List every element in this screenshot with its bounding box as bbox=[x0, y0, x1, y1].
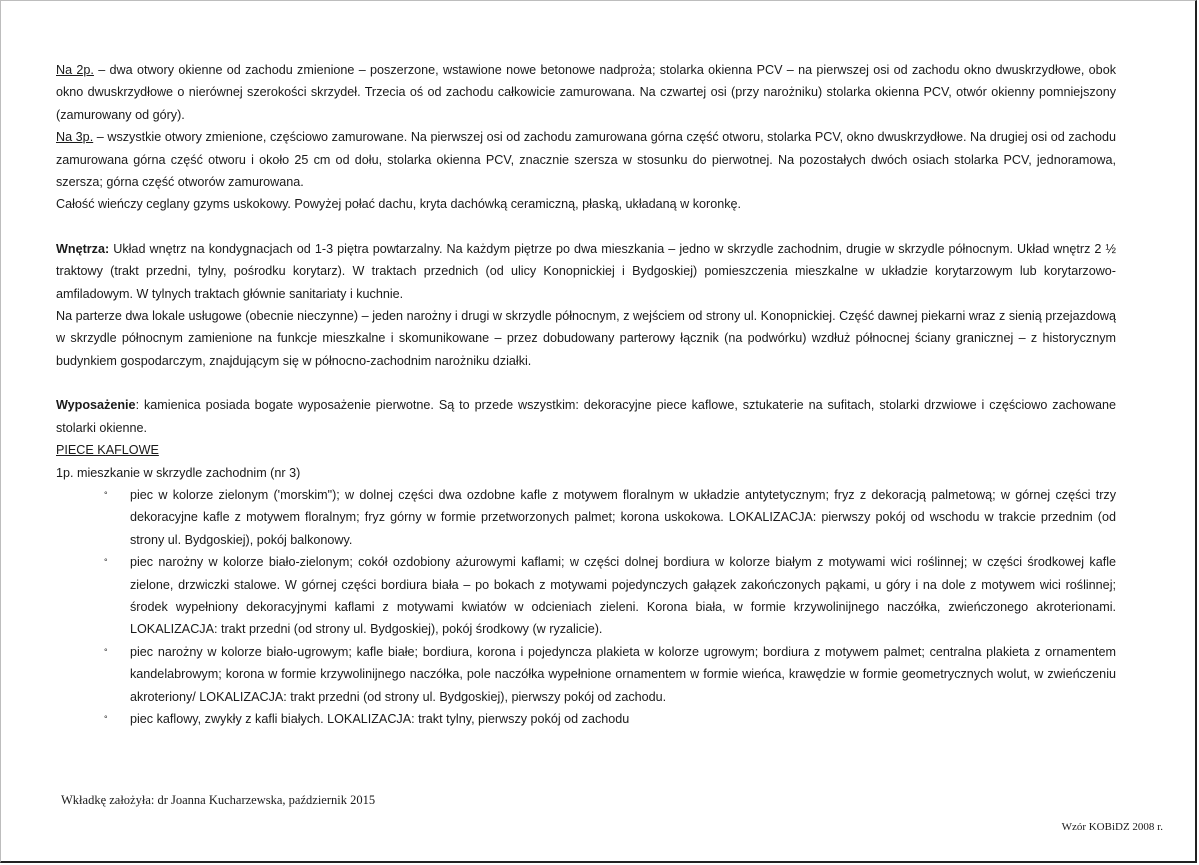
floor2-text: – dwa otwory okienne od zachodu zmienione – poszerzone, wstawione nowe betonowe nadproża; stolarka okienna PCV – na pierwszej osi od zachodu okno dwuskrzydłowe, obok okno dwuskrzydłowe o nierównej szerokości skrzydeł. Trzecia oś od zachodu całkowicie zamurowana. Na czwartej osi (przy narożniku) stolarka okienna PCV, otwór okienny pomniejszony (zamurowany od góry). bbox=[56, 63, 1116, 122]
document-body bbox=[56, 59, 1116, 730]
list-item bbox=[56, 708, 1116, 730]
bullet-icon: ° bbox=[104, 557, 108, 568]
spacer bbox=[56, 372, 1116, 394]
stove-description: piec narożny w kolorze biało-ugrowym; kafle białe; bordiura, korona i pojedyncza plakieta w kolorze ugrowym; bordiura z motywem palmet; centralna plakieta z ornamentem kandelabrowym; korona w formie krzywolinijnego naczółka, pole naczółka wypełnione ornamentem w formie wieńca, krawędzie w formie geometrycznych wolut, w zwieńczeniu akroteriony/ LOKALIZACJA: trakt przedni (od strony ul. Bydgoskiej), pierwszy pokój od zachodu. bbox=[130, 644, 1116, 704]
equipment-paragraph bbox=[56, 394, 1116, 439]
stove-description: piec narożny w kolorze biało-zielonym; cokół ozdobiony ażurowymi kaflami; w części dolnej bordiura w kolorze białym z motywami wici roślinnej; w części środkowej kafle zielone, drzwiczki stalowe. W górnej części bordiura biała – po bokach z motywami pojedynczych gałązek zakończonych pąkami, u góry i na dole z motywem wici roślinnej; środek wypełniony dekoracyjnymi kaflami z motywami kwiatów w odcieniach zieleni. Korona biała, w formie krzywolinijnego naczółka, zwieńczonego akroterionami. LOKALIZACJA: trakt przedni (od strony ul. Bydgoskiej), pokój środkowy (w ryzalicie). bbox=[130, 555, 1116, 637]
bullet-icon: ° bbox=[104, 646, 108, 657]
equipment-label: Wyposażenie bbox=[56, 398, 136, 413]
interior-text-1: Układ wnętrz na kondygnacjach od 1-3 piętra powtarzalny. Na każdym piętrze po dwa mieszkania – jedno w skrzydle zachodnim, drugie w skrzydle północnym. Układ wnętrz 2 ½ traktowy (trakt przedni, tylny, pośrodku korytarz). W traktach przednich (od ulicy Konopnickiej i Bydgoskiej) pomieszczenia mieszkalne w układzie korytarzowym lub korytarzowo-amfiladowym. W tylnych traktach głównie sanitariaty i kuchnie. bbox=[56, 241, 1116, 301]
template-line: Wzór KOBiDZ 2008 r. bbox=[1061, 821, 1163, 833]
bullet-icon: ° bbox=[104, 713, 108, 724]
interior-paragraph bbox=[56, 238, 1116, 305]
floor3-paragraph bbox=[56, 126, 1116, 193]
stove-description: piec w kolorze zielonym ('morskim"); w dolnej części dwa ozdobne kafle z motywem floralnym w układzie antytetycznym; fryz z dekoracją palmetową; w górnej części trzy dekoracyjne kafle z motywem floralnym; fryz górny w formie przetworzonych palmet; korona uskokowa. LOKALIZACJA: pierwszy pokój od wschodu w trakcie przednim (od strony ul. Bydgoskiej), pokój balkonowy. bbox=[130, 487, 1116, 547]
equipment-text: : kamienica posiada bogate wyposażenie pierwotne. Są to przede wszystkim: dekoracyjne piece kaflowe, sztukaterie na sufitach, stolarki drzwiowe i częściowo zachowane stolarki okienne. bbox=[56, 398, 1116, 435]
apartment-line: 1p. mieszkanie w skrzydle zachodnim (nr 3) bbox=[56, 465, 301, 480]
interior-label: Wnętrza: bbox=[56, 241, 110, 256]
bullet-icon: ° bbox=[104, 489, 108, 500]
stoves-list bbox=[56, 484, 1116, 730]
spacer bbox=[56, 216, 1116, 238]
author-line: Wkładkę założyła: dr Joanna Kucharzewska, październik 2015 bbox=[61, 793, 376, 807]
list-item bbox=[56, 641, 1116, 708]
interior-paragraph-2: Na parterze dwa lokale usługowe (obecnie nieczynne) – jeden narożny i drugi w skrzydle północnym, z wejściem od strony ul. Konopnickiej. Część dawnej piekarni wraz z sienią przejazdową w skrzydle północnym zamienione na funkcje mieszkalne i skomunikowane – przez dobudowany parterowy łącznik (na podwórku) wzdłuż północnej ściany granicznej – z historycznym budynkiem gospodarczym, znajdującym się w północno-zachodnim narożniku działki. bbox=[56, 309, 1116, 368]
floor3-label: Na 3p. bbox=[56, 130, 94, 145]
stoves-heading: PIECE KAFLOWE bbox=[56, 443, 159, 458]
floor2-label: Na 2p. bbox=[56, 63, 94, 77]
floor2-paragraph bbox=[56, 59, 1116, 126]
stove-description: piec kaflowy, zwykły z kafli białych. LOKALIZACJA: trakt tylny, pierwszy pokój od zachodu bbox=[130, 711, 630, 726]
list-item bbox=[56, 551, 1116, 641]
floor3-text: – wszystkie otwory zmienione, częściowo zamurowane. Na pierwszej osi od zachodu zamurowana górna część otworu, stolarka PCV, okno dwuskrzydłowe. Na drugiej osi od zachodu zamurowana górna część otworu i około 25 cm od dołu, stolarka okienna PCV, znacznie szersza w stosunku do pierwotnej. Na pozostałych dwóch osiach stolarka PCV, jednoramowa, szersza; górna część otworów zamurowana. bbox=[56, 130, 1116, 190]
list-item bbox=[56, 484, 1116, 551]
roof-paragraph: Całość wieńczy ceglany gzyms uskokowy. Powyżej połać dachu, kryta dachówką ceramiczną, płaską, układaną w koronkę. bbox=[56, 197, 742, 212]
